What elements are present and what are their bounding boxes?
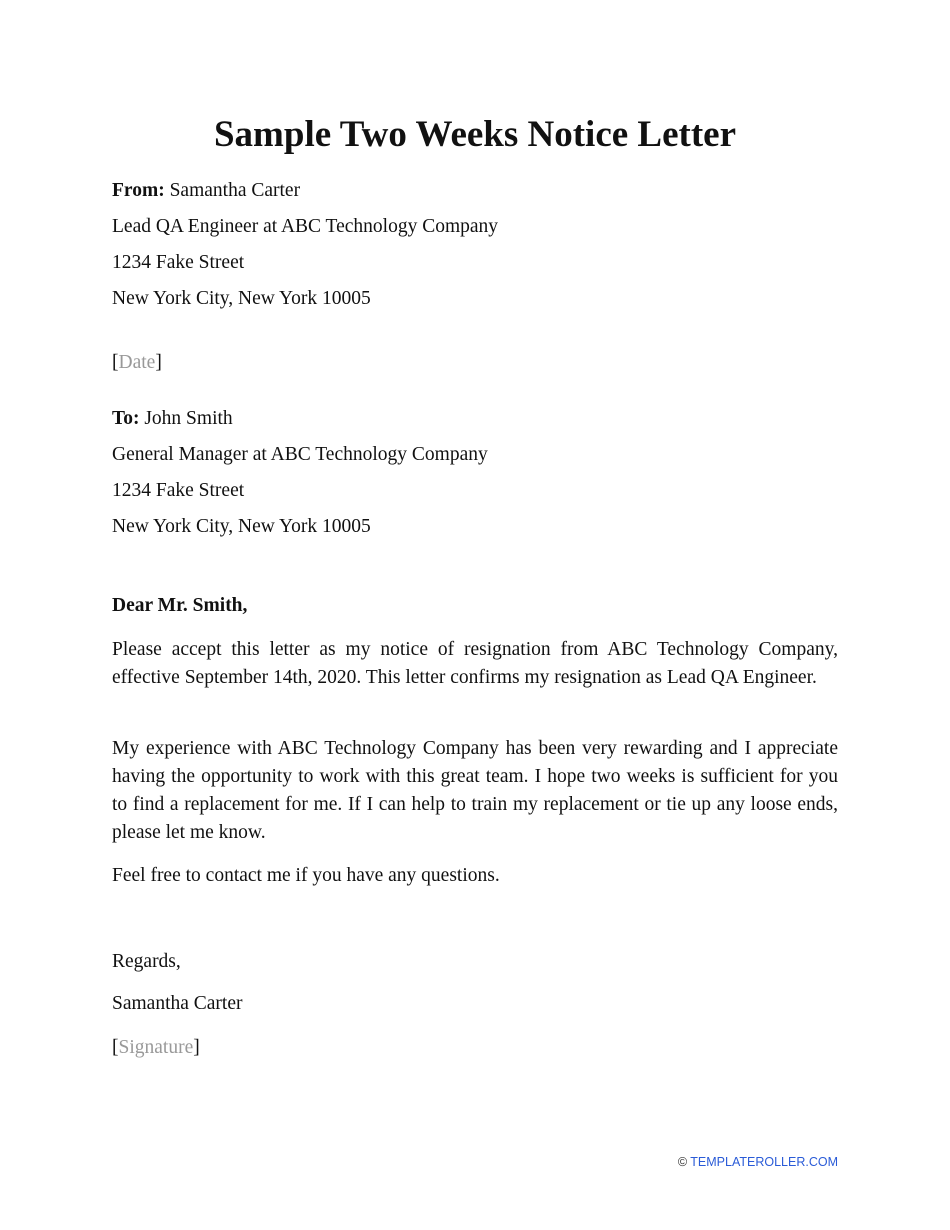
from-position: Lead QA Engineer at ABC Technology Company (112, 216, 499, 237)
from-name: Samantha Carter (169, 180, 301, 201)
copyright-icon: © (677, 1155, 688, 1169)
page-title: Sample Two Weeks Notice Letter (213, 114, 737, 155)
signature-open-bracket: [ (112, 1037, 119, 1058)
to-position: General Manager at ABC Technology Company (112, 444, 488, 465)
to-label: To: (112, 408, 140, 429)
from-street: 1234 Fake Street (112, 252, 245, 273)
paragraph-contact: Feel free to contact me if you have any questions. (112, 865, 500, 886)
date-field (112, 351, 162, 375)
to-line (112, 407, 233, 431)
salutation: Dear Mr. Smith, (112, 595, 248, 616)
from-label: From: (112, 180, 165, 201)
to-name: John Smith (144, 408, 233, 429)
signature-close-bracket: ] (193, 1037, 200, 1058)
signer-name: Samantha Carter (112, 993, 243, 1014)
paragraph-resignation: Please accept this letter as my notice of resignation from ABC Technology Company, effective September 14th, 2020. This letter confirms my resignation as Lead QA Engineer. (112, 639, 838, 688)
footer-site-link[interactable]: TEMPLATEROLLER.COM (690, 1155, 838, 1169)
from-city: New York City, New York 10005 (112, 288, 371, 309)
footer-credit (678, 1154, 838, 1170)
date-close-bracket: ] (155, 352, 162, 373)
to-street: 1234 Fake Street (112, 480, 245, 501)
date-open-bracket: [ (112, 352, 119, 373)
signature-placeholder: Signature (118, 1037, 194, 1058)
date-placeholder: Date (118, 352, 156, 373)
from-line (112, 179, 300, 203)
closing: Regards, (112, 951, 181, 972)
signature-field (112, 1036, 200, 1060)
paragraph-experience: My experience with ABC Technology Company has been very rewarding and I appreciate having the opportunity to work with this great team. I hope two weeks is sufficient for you to find a replacement for me. If I can help to train my replacement or tie up any loose ends, please let me know. (112, 738, 838, 843)
to-city: New York City, New York 10005 (112, 516, 371, 537)
